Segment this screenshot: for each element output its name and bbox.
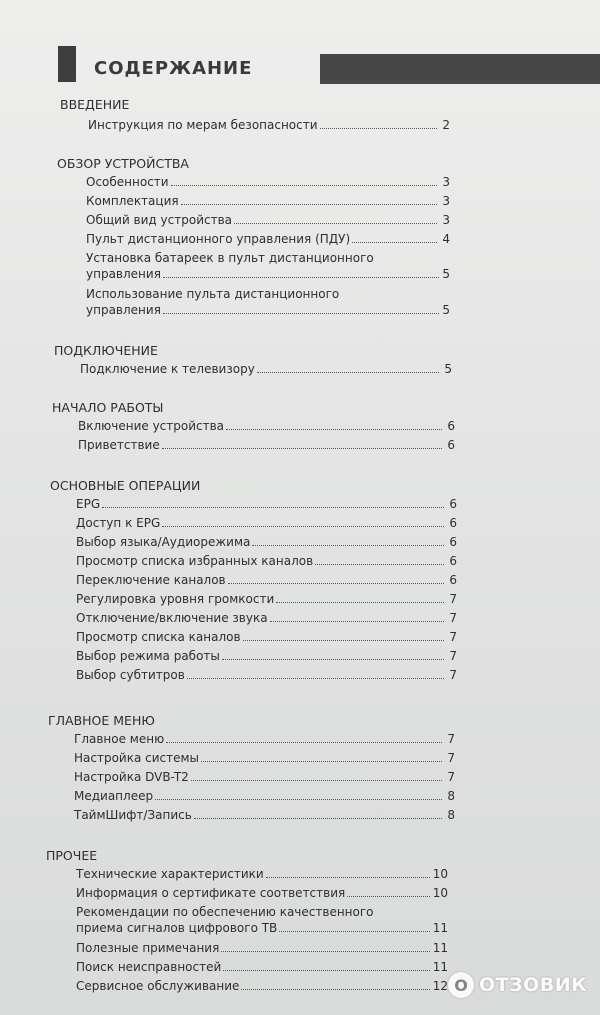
toc-entry-label: Сервисное обслуживание	[76, 979, 240, 993]
toc-page-number: 3	[442, 175, 450, 189]
dot-leader	[181, 204, 437, 205]
toc-entry-label: ТаймШифт/Запись	[74, 808, 192, 822]
dot-leader	[270, 621, 444, 622]
dot-leader	[320, 128, 437, 129]
toc-page-number: 3	[442, 194, 450, 208]
toc-page-number: 10	[432, 886, 448, 900]
toc-entry	[76, 940, 448, 956]
dot-leader	[252, 545, 444, 546]
toc-entry-label: Регулировка уровня громкости	[76, 592, 275, 606]
dot-leader	[191, 780, 442, 781]
toc-entry-label: Медиаплеер	[74, 789, 154, 803]
toc-entry-label: Установка батареек в пульт дистанционного	[86, 251, 374, 265]
dot-leader	[163, 277, 439, 278]
dot-leader	[266, 877, 430, 878]
toc-entry	[86, 250, 450, 282]
toc-page-number: 6	[449, 573, 457, 587]
toc-page-number: 5	[442, 267, 450, 281]
toc-entry-label: Включение устройства	[78, 419, 225, 433]
toc-page-number: 4	[442, 232, 450, 246]
toc-entry-label: Подключение к телевизору	[80, 362, 255, 376]
dot-leader	[171, 185, 437, 186]
dot-leader	[163, 313, 439, 314]
toc-page-number: 7	[449, 592, 457, 606]
toc-entry	[76, 959, 448, 975]
dot-leader	[276, 602, 444, 603]
dot-leader	[241, 989, 429, 990]
toc-entry	[86, 212, 450, 228]
dot-leader	[162, 448, 442, 449]
toc-entry	[76, 866, 448, 882]
toc-page-number: 7	[449, 668, 457, 682]
toc-entry-label: Общий вид устройства	[86, 213, 233, 227]
toc-entry	[76, 515, 457, 531]
toc-entry-label: Просмотр списка избранных каналов	[76, 554, 314, 568]
section-title: ПРОЧЕЕ	[46, 848, 98, 863]
toc-entry	[76, 591, 457, 607]
toc-page-number: 5	[442, 303, 450, 317]
dot-leader	[228, 583, 444, 584]
toc-entry-label: Особенности	[86, 175, 169, 189]
toc-entry-label: Настройка DVB-T2	[74, 770, 189, 784]
dot-leader	[257, 372, 439, 373]
toc-page-number: 5	[444, 362, 452, 376]
dot-leader	[166, 742, 442, 743]
section-title: ОБЗОР УСТРОЙСТВА	[57, 156, 189, 171]
dot-leader	[222, 659, 444, 660]
toc-entry	[76, 572, 457, 588]
toc-page-number: 7	[447, 751, 455, 765]
toc-entry	[78, 418, 455, 434]
page-title: СОДЕРЖАНИЕ	[94, 58, 253, 79]
toc-entry-label: приема сигналов цифрового ТВ	[76, 921, 278, 935]
dot-leader	[223, 970, 429, 971]
toc-entry	[88, 117, 450, 133]
dot-leader	[221, 951, 429, 952]
toc-page-number: 7	[449, 611, 457, 625]
toc-entry	[86, 231, 450, 247]
toc-page-number: 7	[449, 630, 457, 644]
section-title: ОСНОВНЫЕ ОПЕРАЦИИ	[50, 478, 201, 493]
toc-entry-label: Выбор режима работы	[76, 649, 220, 663]
toc-entry	[86, 286, 450, 318]
toc-page-number: 6	[449, 554, 457, 568]
toc-entry-label: Инструкция по мерам безопасности	[88, 118, 318, 132]
toc-page-number: 6	[447, 419, 455, 433]
toc-page-number: 7	[449, 649, 457, 663]
toc-entry	[74, 750, 455, 766]
toc-entry-label: Технические характеристики	[76, 867, 264, 881]
toc-entry-label: управления	[86, 303, 161, 317]
dot-leader	[162, 526, 444, 527]
toc-entry	[74, 788, 455, 804]
toc-entry	[76, 648, 457, 664]
toc-page-number: 3	[442, 213, 450, 227]
toc-entry-label: Переключение каналов	[76, 573, 226, 587]
toc-entry	[76, 885, 448, 901]
toc-page-number: 6	[449, 497, 457, 511]
dot-leader	[187, 678, 444, 679]
toc-entry	[80, 361, 452, 377]
toc-entry	[76, 610, 457, 626]
toc-entry-label: EPG	[76, 497, 101, 511]
dot-leader	[243, 640, 444, 641]
toc-page-number: 11	[432, 941, 448, 955]
toc-entry	[74, 731, 455, 747]
dot-leader	[201, 761, 442, 762]
toc-page-number: 6	[449, 516, 457, 530]
section-title: ВВЕДЕНИЕ	[60, 97, 130, 112]
watermark-text: ОТЗОВИК	[479, 974, 588, 996]
toc-entry	[76, 496, 457, 512]
toc-entry	[76, 904, 448, 936]
toc-page-number: 2	[442, 118, 450, 132]
section-title: ГЛАВНОЕ МЕНЮ	[48, 713, 155, 728]
toc-entry-label: Пульт дистанционного управления (ПДУ)	[86, 232, 351, 246]
toc-entry-label: Использование пульта дистанционного	[86, 287, 340, 301]
toc-entry	[74, 769, 455, 785]
dot-leader	[352, 242, 437, 243]
toc-page-number: 8	[447, 808, 455, 822]
toc-page-number: 10	[432, 867, 448, 881]
otzovik-watermark	[448, 972, 587, 998]
toc-entry	[76, 978, 448, 994]
toc-page-number: 8	[447, 789, 455, 803]
toc-entry-label: Главное меню	[74, 732, 165, 746]
toc-entry-label: Рекомендации по обеспечению качественного	[76, 905, 374, 919]
toc-entry	[86, 174, 450, 190]
toc-page-number: 7	[447, 732, 455, 746]
toc-entry	[86, 193, 450, 209]
toc-entry-label: Выбор субтитров	[76, 668, 185, 682]
toc-entry-label: Доступ к EPG	[76, 516, 161, 530]
toc-entry-label: Комплектация	[86, 194, 179, 208]
otzovik-logo-icon: О	[448, 972, 474, 998]
toc-entry-label: Настройка системы	[74, 751, 200, 765]
toc-entry-label: Просмотр списка каналов	[76, 630, 241, 644]
toc-entry-label: Выбор языка/Аудиорежима	[76, 535, 251, 549]
toc-entry-label: Полезные примечания	[76, 941, 220, 955]
toc-entry-label: Информация о сертификате соответствия	[76, 886, 346, 900]
dot-leader	[279, 931, 429, 932]
toc-page-number: 6	[449, 535, 457, 549]
dot-leader	[194, 818, 442, 819]
toc-entry	[76, 534, 457, 550]
toc-entry-label: управления	[86, 267, 161, 281]
dot-leader	[234, 223, 437, 224]
dot-leader	[102, 507, 444, 508]
toc-page-number: 11	[432, 921, 448, 935]
toc-entry	[76, 553, 457, 569]
dot-leader	[226, 429, 442, 430]
toc-entry	[76, 667, 457, 683]
toc-entry	[76, 629, 457, 645]
toc-page-number: 6	[447, 438, 455, 452]
dot-leader	[347, 896, 429, 897]
dot-leader	[315, 564, 444, 565]
dot-leader	[155, 799, 442, 800]
toc-page-number: 12	[432, 979, 448, 993]
toc-entry	[78, 437, 455, 453]
toc-entry-label: Поиск неисправностей	[76, 960, 222, 974]
toc-entry	[74, 807, 455, 823]
section-title: ПОДКЛЮЧЕНИЕ	[54, 343, 158, 358]
toc-entry-label: Приветствие	[78, 438, 160, 452]
section-title: НАЧАЛО РАБОТЫ	[52, 400, 164, 415]
toc-entry-label: Отключение/включение звука	[76, 611, 268, 625]
toc-page-number: 11	[432, 960, 448, 974]
toc-page-number: 7	[447, 770, 455, 784]
